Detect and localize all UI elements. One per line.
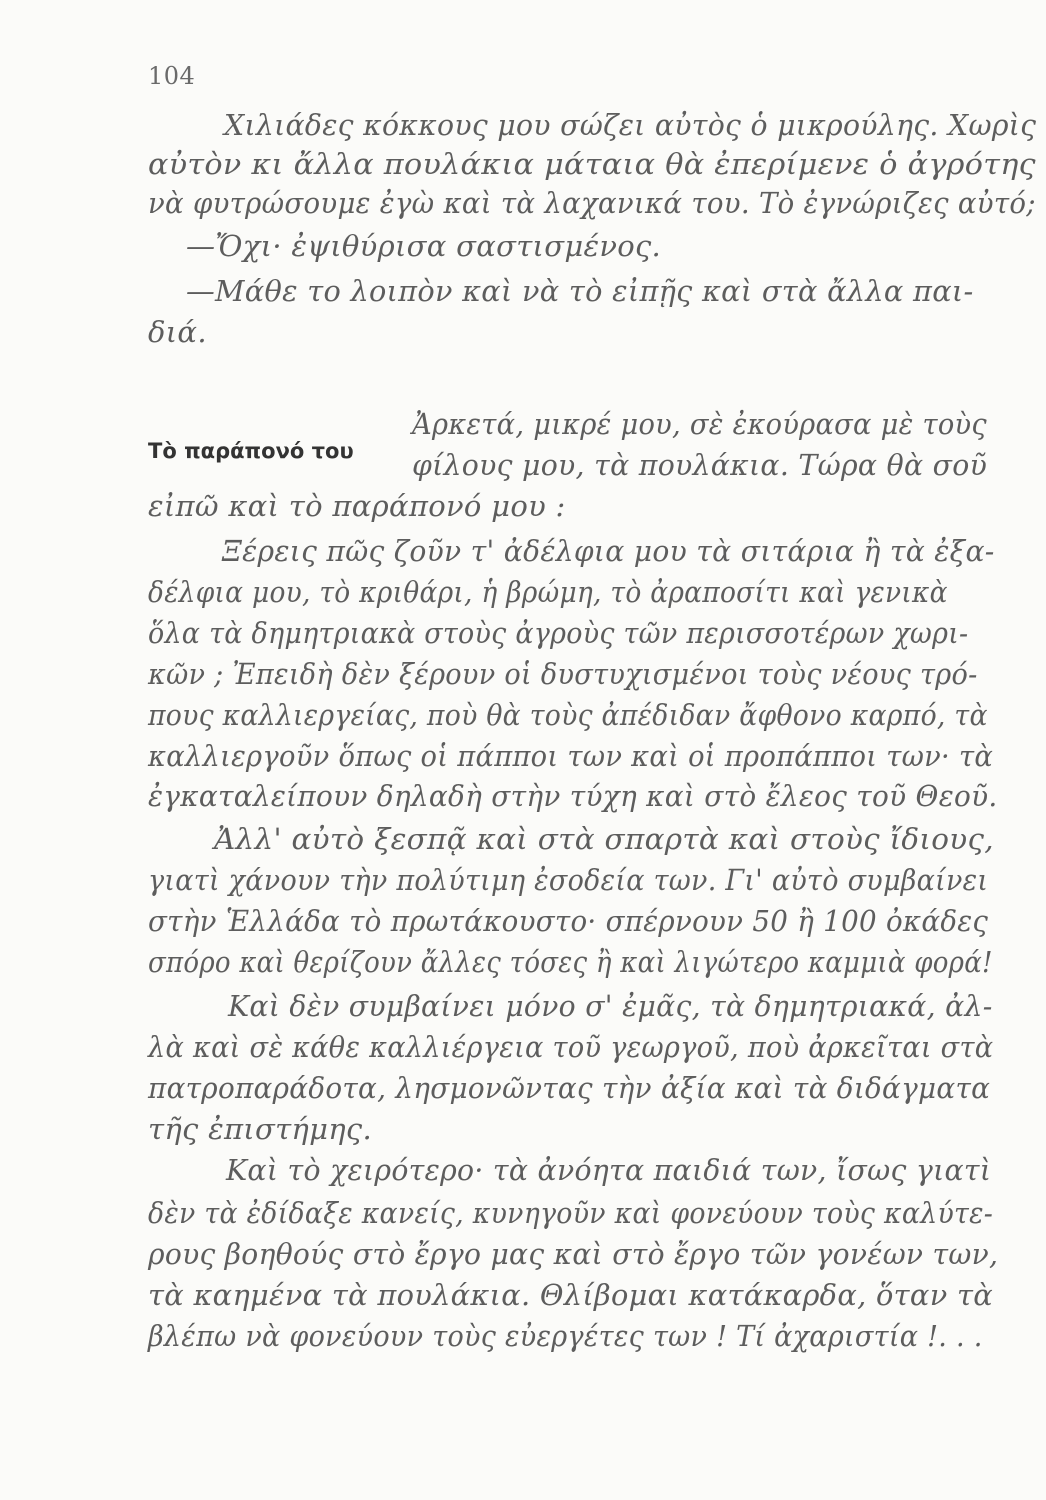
text-line: Ἀρκετά, μικρέ μου, σὲ ἐκούρασα μὲ τοὺς (412, 407, 987, 441)
text-line: φίλους μου, τὰ πουλάκια. Τώρα θὰ σοῦ (412, 448, 988, 482)
text-line: αὐτὸν κι ἄλλα πουλάκια μάταια θὰ ἐπερίμενε ὁ ἀγρότης (148, 147, 1036, 181)
text-line: πους καλλιεργείας, ποὺ θὰ τοὺς ἀπέδιδαν ἄφθονο καρπό, τὰ (148, 698, 988, 732)
text-line: Χιλιάδες κόκκους μου σώζει αὐτὸς ὁ μικρούλης. Χωρὶς (224, 108, 1037, 142)
page-number: 104 (148, 62, 196, 90)
text-line: ὅλα τὰ δημητριακὰ στοὺς ἀγροὺς τῶν περισσοτέρων χωρι- (148, 616, 969, 650)
text-line: ρους βοηθούς στὸ ἔργο μας καὶ στὸ ἔργο τῶν γονέων των, (148, 1237, 999, 1271)
section-heading: Τὸ παράπονό του (148, 439, 354, 463)
text-line: καλλιεργοῦν ὅπως οἱ πάπποι των καὶ οἱ προπάπποι των· τὰ (148, 739, 994, 773)
text-line: βλέπω νὰ φονεύουν τοὺς εὐεργέτες των ! Τί ἀχαριστία !. . . (148, 1319, 983, 1353)
text-line: τῆς ἐπιστήμης. (148, 1112, 372, 1146)
text-line: πατροπαράδοτα, λησμονῶντας τὴν ἀξία καὶ τὰ διδάγματα (148, 1071, 991, 1105)
text-line: κῶν ; Ἐπειδὴ δὲν ξέρουν οἱ δυστυχισμένοι τοὺς νέους τρό- (148, 657, 978, 691)
text-line: Καὶ τὸ χειρότερο· τὰ ἀνόητα παιδιά των, ἴσως γιατὶ (226, 1153, 992, 1187)
text-line: —Μάθε το λοιπὸν καὶ νὰ τὸ εἰπῇς καὶ στὰ ἄλλα παι- (186, 274, 974, 308)
text-line: Ξέρεις πῶς ζοῦν τ' ἀδέλφια μου τὰ σιτάρια ἢ τὰ ἐξα- (222, 534, 995, 568)
text-line: διά. (148, 315, 207, 349)
text-line: τὰ καημένα τὰ πουλάκια. Θλίβομαι κατάκαρδα, ὅταν τὰ (148, 1278, 994, 1312)
text-line: στὴν Ἑλλάδα τὸ πρωτάκουστο· σπέρνουν 50 ἢ 100 ὀκάδες (148, 904, 989, 938)
text-line: εἰπῶ καὶ τὸ παράπονό μου : (148, 489, 566, 523)
text-line: —Ὄχι· ἐψιθύρισα σαστισμένος. (186, 229, 662, 263)
text-line: δέλφια μου, τὸ κριθάρι, ἡ βρώμη, τὸ ἀραποσίτι καὶ γενικὰ (148, 575, 948, 609)
text-line: γιατὶ χάνουν τὴν πολύτιμη ἐσοδεία των. Γι' αὐτὸ συμβαίνει (148, 863, 989, 897)
text-line: Ἀλλ' αὐτὸ ξεσπᾷ καὶ στὰ σπαρτὰ καὶ στοὺς ἴδιους, (214, 822, 994, 856)
text-line: σπόρο καὶ θερίζουν ἄλλες τόσες ἢ καὶ λιγώτερο καμμιὰ φορά! (148, 945, 993, 979)
text-line: ἐγκαταλείπουν δηλαδὴ στὴν τύχη καὶ στὸ ἔλεος τοῦ Θεοῦ. (148, 779, 998, 813)
text-line: δὲν τὰ ἐδίδαξε κανείς, κυνηγοῦν καὶ φονεύουν τοὺς καλύτε- (148, 1196, 994, 1230)
text-line: νὰ φυτρώσουμε ἐγὼ καὶ τὰ λαχανικά του. Τὸ ἐγνώριζες αὐτό; (148, 186, 1036, 220)
text-line: λὰ καὶ σὲ κάθε καλλιέργεια τοῦ γεωργοῦ, ποὺ ἀρκεῖται στὰ (148, 1030, 994, 1064)
text-line: Καὶ δὲν συμβαίνει μόνο σ' ἐμᾶς, τὰ δημητριακά, ἀλ- (228, 989, 993, 1023)
